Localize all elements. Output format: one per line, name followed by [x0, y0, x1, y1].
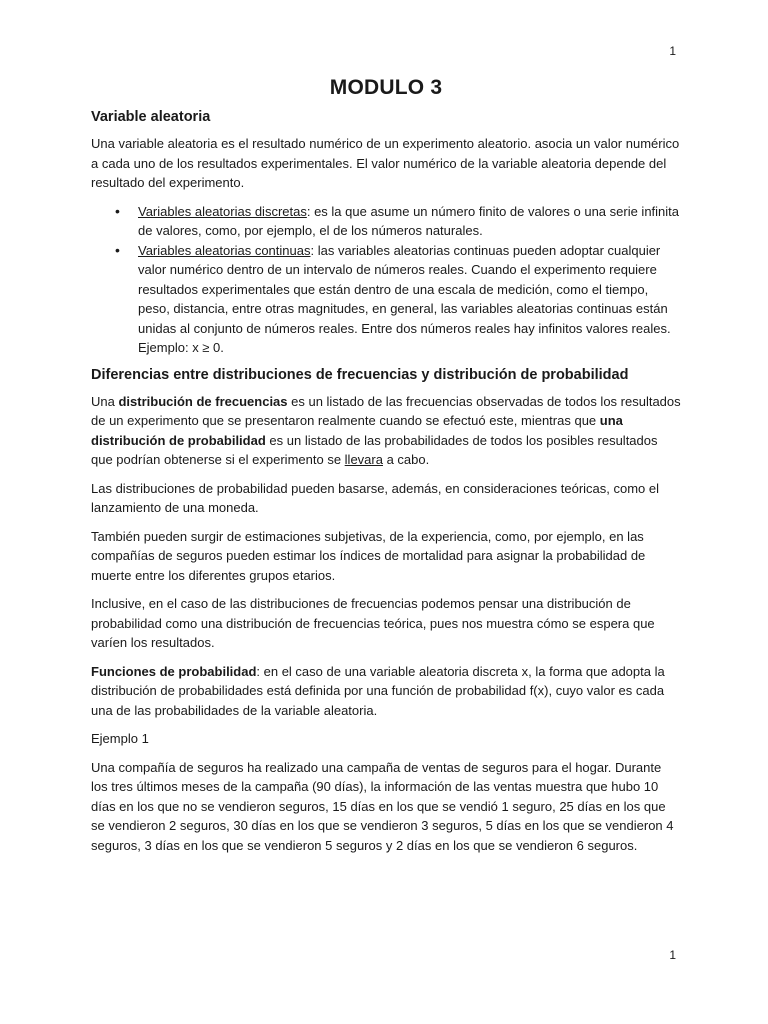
bold-term-frecuencias: distribución de frecuencias	[118, 393, 288, 409]
text-continuas: : las variables aleatorias continuas pueden adoptar cualquier valor numérico dentro de un intervalo de números reales. Cuando el experimento requiere resultados experimentales que están dentro de una escala de medición, como el tiempo, peso, distancia, entre otras magnitudes, en general, las variables aleatorias continuas están unidas al conjunto de números reales. Entre dos números reales hay infinitos valores reales.	[138, 242, 671, 336]
text-run: a cabo.	[382, 452, 430, 467]
term-continuas: Variables aleatorias continuas	[138, 242, 311, 258]
paragraph-inclusive: Inclusive, en el caso de las distribuciones de frecuencias podemos pensar una distribución de probabilidad como una distribución de frecuencias teórica, pues nos muestra cómo se espera que varíen los resultados.	[91, 596, 655, 650]
document-body	[91, 76, 681, 864]
list-item-discretas	[138, 202, 681, 241]
example-continuas: Ejemplo: x ≥ 0.	[138, 340, 224, 355]
text-run: es un listado de las probabilidades de todos los posibles resultados que podrían obtenerse si el experimento se	[91, 432, 658, 467]
paragraph-distribuciones	[91, 392, 681, 470]
list-item-continuas	[138, 241, 681, 358]
paragraph-funciones	[91, 662, 681, 721]
bullet-list	[91, 202, 681, 358]
text-discretas: : es la que asume un número finito de valores o una serie infinita de valores, como, por ejemplo, el de los números naturales.	[138, 203, 680, 238]
paragraph-ejemplo: Una compañía de seguros ha realizado una campaña de ventas de seguros para el hogar. Durante los tres últimos meses de la campaña (90 días), la información de las ventas muestra que hubo 10 días en los que no se vendieron seguros, 15 días en los que se vendió 1 seguro, 25 días en los que se vendieron 2 seguros, 30 días en los que se vendieron 3 seguros, 5 días en los que se vendieron 4 seguros, 3 días en los que se vendieron 5 seguros y 2 días en los que se vendieron 6 seguros.	[91, 759, 674, 853]
section-heading-diferencias: Diferencias entre distribuciones de frecuencias y distribución de probabilidad	[91, 366, 629, 383]
paragraph-intro: Una variable aleatoria es el resultado numérico de un experimento aleatorio. asocia un valor numérico a cada uno de los resultados experimentales. El valor numérico de la variable aleatoria depende del resultado del experimento.	[91, 136, 680, 190]
paragraph-teoricas: Las distribuciones de probabilidad pueden basarse, además, en consideraciones teóricas, como el lanzamiento de una moneda.	[91, 480, 660, 515]
page-number-bottom: 1	[669, 948, 676, 962]
bold-term-funciones: Funciones de probabilidad	[91, 663, 257, 679]
underlined-word: llevara	[344, 452, 383, 467]
section-heading-variable-aleatoria: Variable aleatoria	[91, 109, 211, 125]
example-label: Ejemplo 1	[91, 731, 149, 746]
bold-term-probabilidad: una distribución de probabilidad	[91, 413, 623, 448]
page-number-top: 1	[669, 44, 676, 58]
term-discretas: Variables aleatorias discretas	[138, 203, 307, 219]
paragraph-subjetivas: También pueden surgir de estimaciones subjetivas, de la experiencia, como, por ejemplo, en las compañías de seguros pueden estimar los índices de mortalidad para asignar la probabilidad de muerte entre los diferentes grupos etarios.	[91, 528, 646, 583]
text-run: Una	[91, 393, 119, 409]
text-run: : en el caso de una variable aleatoria discreta x, la forma que adopta la distribución de probabilidades está definida por una función de probabilidad f(x), cuyo valor es cada una de las probabilidades de la variable aleatoria.	[91, 663, 665, 718]
page-title: MODULO 3	[329, 76, 443, 99]
text-run: es un listado de las frecuencias observadas de todos los resultados de un experimento que se presentaron realmente cuando se efectuó este, mientras que	[91, 393, 681, 428]
